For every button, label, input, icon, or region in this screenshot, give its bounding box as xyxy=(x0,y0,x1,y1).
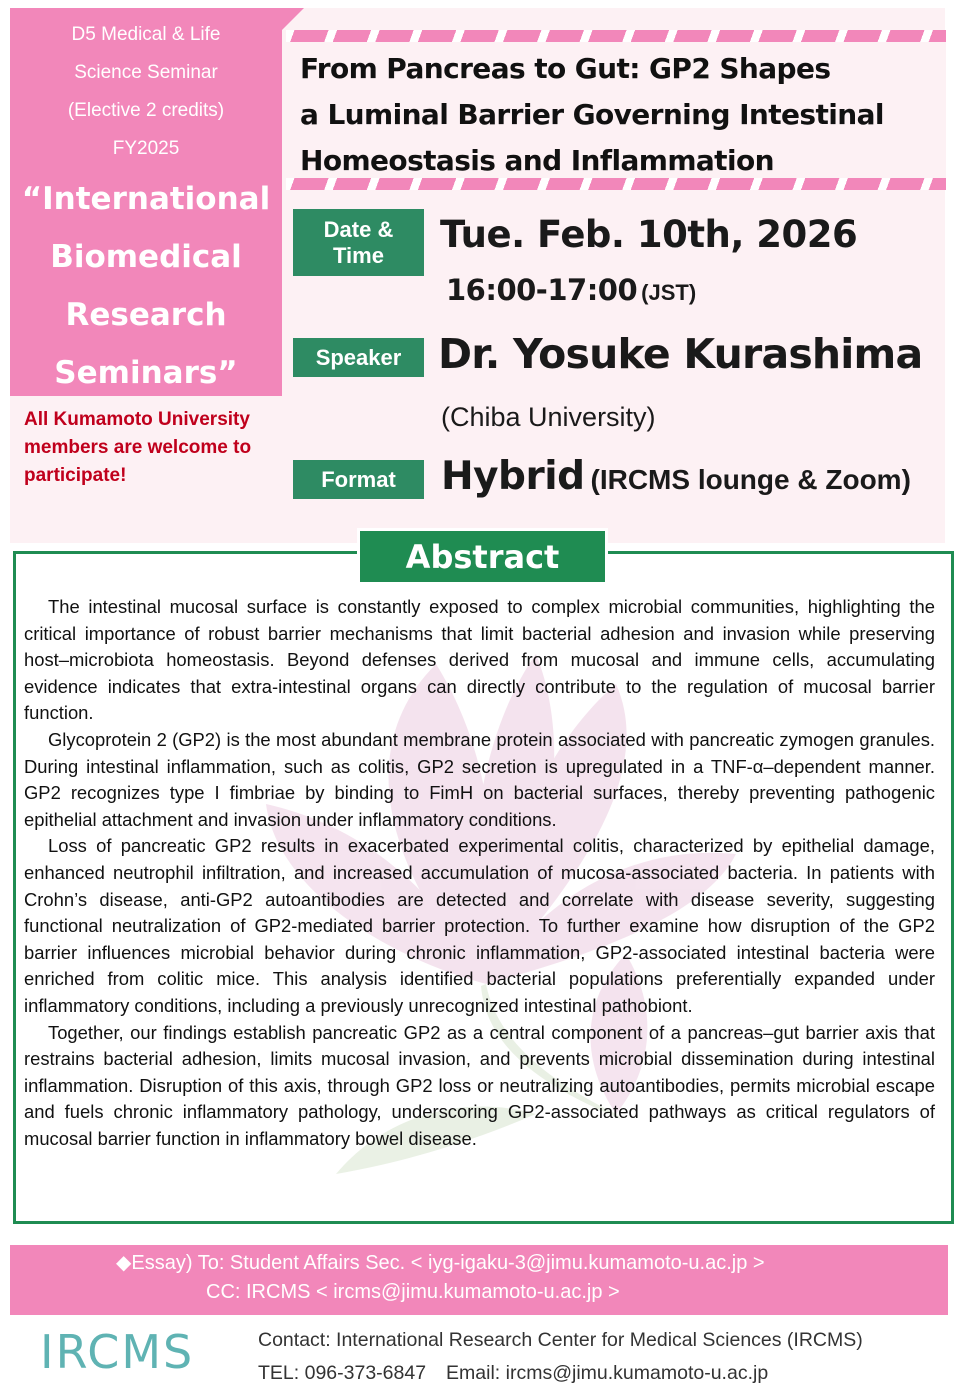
format-label: Format xyxy=(293,460,424,499)
corner-triangle xyxy=(282,8,304,30)
essay-cc: CC: IRCMS < ircms@jimu.kumamoto-u.ac.jp > xyxy=(206,1281,620,1303)
series-name-line: Biomedical xyxy=(50,239,242,275)
essay-to: ◆Essay) To: Student Affairs Sec. < iyg-igaku-3@jimu.kumamoto-u.ac.jp > xyxy=(116,1252,765,1274)
contact-center: Contact: International Research Center for Medical Sciences (IRCMS) xyxy=(258,1329,863,1351)
format-type: Hybrid xyxy=(441,454,585,499)
time-zone: (JST) xyxy=(641,280,697,305)
seminar-format xyxy=(441,454,911,499)
ircms-logo xyxy=(40,1318,200,1378)
speaker-name: Dr. Yosuke Kurashima xyxy=(438,330,923,378)
contact-info xyxy=(258,1324,863,1387)
welcome-note: All Kumamoto University members are welcome to participate! xyxy=(24,409,252,486)
speaker-label: Speaker xyxy=(293,338,424,377)
seminar-time xyxy=(446,273,696,307)
series-name xyxy=(10,170,282,402)
series-line: (Elective 2 credits) xyxy=(67,100,225,121)
essay-band xyxy=(10,1245,948,1315)
abstract-paragraph: Loss of pancreatic GP2 results in exacerbated experimental colitis, characterized by epithelial damage, enhanced neutrophil infiltration, and increased accumulation of mucosa-associated bacteria. In patients with Crohn’s disease, anti-GP2 autoantibodies are detected and correlate with disease severity, suggesting functional neutralization of GP2-mediated barrier protection. To further examine how disruption of the GP2 barrier influences microbial behavior during chronic inflammation, GP2-associated intestinal bacteria were enriched from colitic mice. This analysis identified bacterial populations preferentially expanded under inflammatory conditions, including a previously unrecognized intestinal pathobiont. xyxy=(24,835,935,1016)
abstract-heading: Abstract xyxy=(357,528,608,585)
series-info xyxy=(10,8,282,168)
abstract-text xyxy=(24,594,935,1152)
contact-email: Email: ircms@jimu.kumamoto-u.ac.jp xyxy=(446,1362,769,1384)
title-stripe-top xyxy=(286,30,946,42)
seminar-date: Tue. Feb. 10th, 2026 xyxy=(440,213,858,256)
series-name-line: “International xyxy=(21,181,271,217)
title-line: From Pancreas to Gut: GP2 Shapes xyxy=(300,52,831,85)
series-name-line: Seminars” xyxy=(54,355,238,391)
series-name-line: Research xyxy=(65,297,227,333)
title-line: Homeostasis and Inflammation xyxy=(300,144,774,177)
format-detail: (IRCMS lounge & Zoom) xyxy=(590,464,911,495)
abstract-paragraph: Glycoprotein 2 (GP2) is the most abundant membrane protein associated with pancreatic zymogen granules. During intestinal inflammation, such as colitis, GP2 secretion is upregulated in a TNF-α–dependent manner. GP2 recognizes type I fimbriae by binding to FimH on bacterial surfaces, thereby preventing pathogenic epithelial attachment and invasion under inflammatory conditions. xyxy=(24,728,935,830)
contact-tel: TEL: 096-373-6847 xyxy=(258,1362,427,1384)
abstract-paragraph: Together, our findings establish pancreatic GP2 as a central component of a pancreas–gut barrier axis that restrains bacterial adhesion, limits mucosal invasion, and prevents microbial dissemination during intestinal inflammation. Disruption of this axis, through GP2 loss or neutralizing autoantibodies, permits microbial escape and fuels chronic inflammatory pathology, underscoring GP2-associated pathways as critical regulators of mucosal barrier function in inflammatory bowel disease. xyxy=(24,1021,935,1149)
series-line: D5 Medical & Life xyxy=(71,24,221,45)
seminar-title xyxy=(300,46,940,184)
series-year: FY2025 xyxy=(112,138,180,159)
series-line: Science Seminar xyxy=(74,62,218,83)
abstract-paragraph: The intestinal mucosal surface is constantly exposed to complex microbial communities, highlighting the critical importance of robust barrier mechanisms that limit bacterial adhesion and invasion while preserving host–microbiota homeostasis. Beyond defenses derived from mucosal and immune cells, accumulating evidence indicates that extra-intestinal organs can directly contribute to the regulation of mucosal barrier function. xyxy=(24,596,935,724)
time-range: 16:00-17:00 xyxy=(446,273,638,307)
series-panel xyxy=(10,8,282,396)
date-time-label: Date & Time xyxy=(293,209,424,276)
speaker-affiliation: (Chiba University) xyxy=(441,402,656,432)
title-line: a Luminal Barrier Governing Intestinal xyxy=(300,98,884,131)
svg-text:IRCMS: IRCMS xyxy=(40,1325,195,1378)
contact-details xyxy=(258,1357,863,1387)
